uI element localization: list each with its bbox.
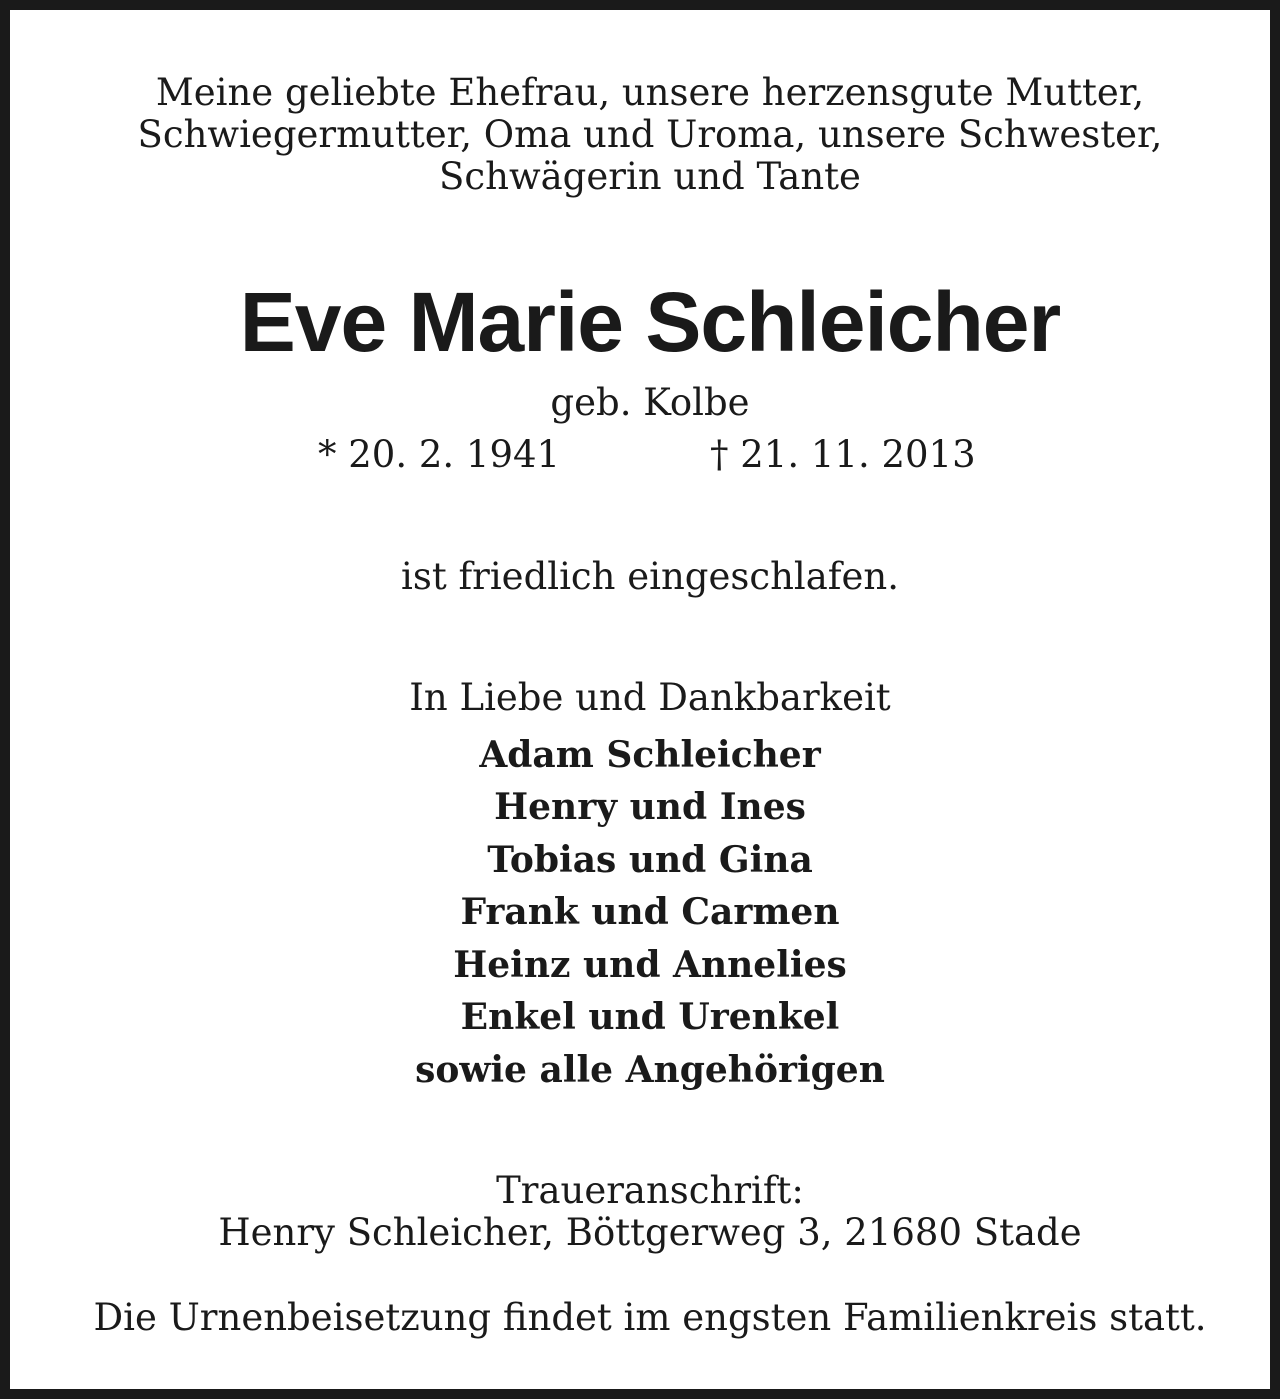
mourner-7: sowie alle Angehörigen xyxy=(415,1049,885,1091)
mourner-2: Henry und Ines xyxy=(494,786,806,828)
intro-line-3: Schwägerin und Tante xyxy=(439,155,861,198)
closing-phrase: In Liebe und Dankbarkeit xyxy=(409,676,891,719)
mourner-1: Adam Schleicher xyxy=(479,734,821,776)
statement: ist friedlich eingeschlafen. xyxy=(401,555,899,598)
death-date: † 21. 11. 2013 xyxy=(710,433,976,476)
deceased-name: Eve Marie Schleicher xyxy=(239,275,1061,369)
birth-date: * 20. 2. 1941 xyxy=(318,433,561,476)
intro-line-2: Schwiegermutter, Oma und Uroma, unsere Schwester, xyxy=(137,113,1163,156)
mourner-6: Enkel und Urenkel xyxy=(460,996,840,1038)
burial-note: Die Urnenbeisetzung findet im engsten Familienkreis statt. xyxy=(93,1296,1207,1339)
mourner-3: Tobias und Gina xyxy=(487,839,813,881)
mourner-4: Frank und Carmen xyxy=(460,891,840,933)
address-label: Traueranschrift: xyxy=(496,1169,804,1212)
mourning-address: Henry Schleicher, Böttgerweg 3, 21680 Stade xyxy=(218,1211,1082,1254)
maiden-name: geb. Kolbe xyxy=(550,381,750,424)
intro-line-1: Meine geliebte Ehefrau, unsere herzensgute Mutter, xyxy=(155,71,1145,114)
mourner-5: Heinz und Annelies xyxy=(453,944,847,986)
